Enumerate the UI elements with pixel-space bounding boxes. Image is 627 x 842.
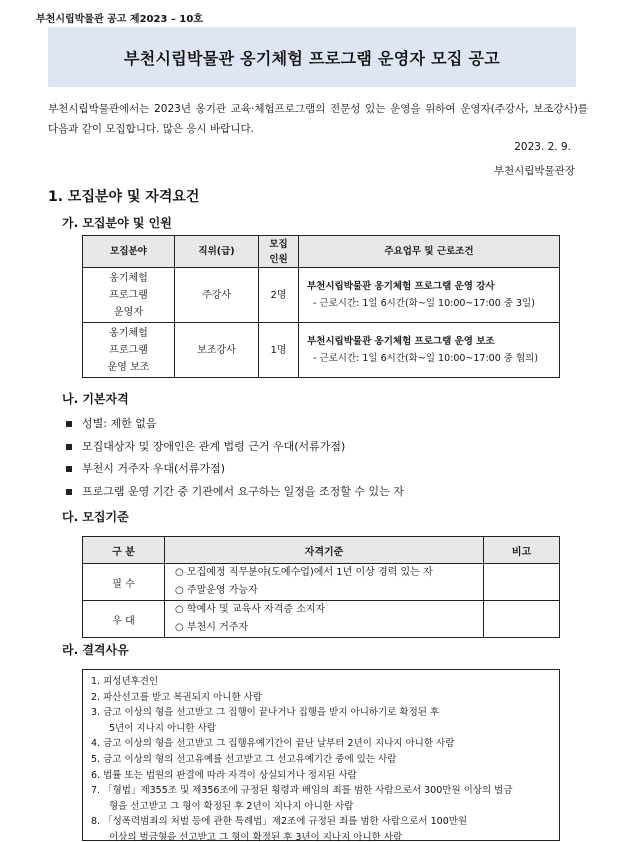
duty-main: 부천시립박물관 옹기체험 프로그램 운영 강사 bbox=[307, 281, 495, 292]
note-cell bbox=[484, 564, 560, 601]
table-header-cell: 비고 bbox=[484, 537, 560, 564]
count-cell: 2명 bbox=[259, 268, 299, 323]
disqualification-item: 5. 금고 이상의 형의 선고유예를 선고받고 그 선고유예기간 중에 있는 사람 bbox=[91, 753, 397, 765]
basic-qualification-list bbox=[62, 413, 404, 503]
notice-number: 부천시립박물관 공고 제2023 – 10호 bbox=[36, 14, 203, 25]
category-cell: 우 대 bbox=[83, 601, 165, 638]
page-title: 부천시립박물관 옹기체험 프로그램 운영자 모집 공고 bbox=[124, 48, 500, 68]
disqualification-item: 6. 법률 또는 법원의 판결에 따라 자격이 상실되거나 정지된 사람 bbox=[91, 769, 357, 781]
subsection-title-ga: 가. 모집분야 및 인원 bbox=[62, 216, 172, 230]
criteria-line: ○ 모집예정 직무분야(도예수업)에서 1년 이상 경력 있는 자 bbox=[175, 567, 433, 578]
disqualification-item: 1. 피성년후견인 bbox=[91, 676, 159, 687]
list-item: 모집대상자 및 장애인은 관계 법령 근거 우대(서류가점) bbox=[62, 436, 404, 459]
field-cell: 옹기체험 프로그램 운영자 bbox=[83, 268, 175, 323]
position-cell: 보조강사 bbox=[175, 323, 259, 378]
square-bullet-icon bbox=[66, 489, 72, 495]
disqualification-item: 7. 「형법」제355조 및 제356조에 규정된 횡령과 배임의 죄를 범한 사람으로서 300만원 이상의 벌금 bbox=[91, 785, 513, 797]
square-bullet-icon bbox=[66, 466, 72, 472]
table-header-cell: 자격기준 bbox=[165, 537, 484, 564]
duty-sub: - 근로시간: 1일 6시간(화~일 10:00~17:00 중 협의) bbox=[313, 353, 539, 364]
duty-main: 부천시립박물관 옹기체험 프로그램 운영 보조 bbox=[307, 336, 495, 347]
table-row bbox=[83, 268, 560, 323]
criteria-line: ○ 부천시 거주자 bbox=[175, 622, 249, 633]
duty-cell bbox=[299, 268, 560, 323]
recruitment-table bbox=[82, 235, 560, 378]
field-cell: 옹기체험 프로그램 운영 보조 bbox=[83, 323, 175, 378]
criteria-cell bbox=[165, 601, 484, 638]
table-header-row bbox=[83, 236, 560, 268]
disqualification-item: 이상의 벌금형을 선고받고 그 형이 확정된 후 3년이 지나지 아니한 사람 bbox=[109, 831, 403, 842]
note-cell bbox=[484, 601, 560, 638]
table-header-cell: 모집 인원 bbox=[259, 236, 299, 268]
intro-paragraph: 부천시립박물관에서는 2023년 옹기관 교육·체험프로그램의 전문성 있는 운영을 위하여 운영자(주강사, 보조강사)를 다음과 같이 모집합니다. 많은 응시 바랍니다. bbox=[48, 103, 588, 135]
disqualification-item: 형을 선고받고 그 형이 확정된 후 2년이 지나지 아니한 사람 bbox=[109, 800, 354, 812]
title-banner bbox=[48, 27, 576, 87]
disqualification-item: 5년이 지나지 아니한 사람 bbox=[109, 722, 216, 734]
disqualification-item: 3. 금고 이상의 형을 선고받고 그 집행이 끝나거나 집행을 받지 아니하기로 확정된 후 bbox=[91, 707, 440, 719]
count-cell: 1명 bbox=[259, 323, 299, 378]
subsection-title-da: 다. 모집기준 bbox=[62, 510, 129, 524]
issuer: 부천시립박물관장 bbox=[493, 165, 575, 177]
table-row bbox=[83, 564, 560, 601]
table-row bbox=[83, 323, 560, 378]
position-cell: 주강사 bbox=[175, 268, 259, 323]
category-cell: 필 수 bbox=[83, 564, 165, 601]
disqualification-box bbox=[82, 669, 560, 841]
criteria-table bbox=[82, 536, 560, 638]
list-item: 부천시 거주자 우대(서류가점) bbox=[62, 458, 404, 481]
duty-sub: - 근로시간: 1일 6시간(화~일 10:00~17:00 중 3일) bbox=[313, 298, 535, 309]
square-bullet-icon bbox=[66, 421, 72, 427]
square-bullet-icon bbox=[66, 444, 72, 450]
table-header-row bbox=[83, 537, 560, 564]
section-title: 1. 모집분야 및 자격요건 bbox=[48, 189, 200, 205]
criteria-line: ○ 학예사 및 교육사 자격증 소지자 bbox=[175, 604, 326, 615]
table-row bbox=[83, 601, 560, 638]
notice-date: 2023. 2. 9. bbox=[514, 141, 571, 153]
list-item: 성별: 제한 없음 bbox=[62, 413, 404, 436]
duty-cell bbox=[299, 323, 560, 378]
disqualification-item: 2. 파산선고를 받고 복권되지 아니한 사람 bbox=[91, 691, 262, 703]
table-header-cell: 구 분 bbox=[83, 537, 165, 564]
table-header-cell: 주요업무 및 근로조건 bbox=[299, 236, 560, 268]
disqualification-item: 4. 금고 이상의 형을 선고받고 그 집행유예기간이 끝난 날부터 2년이 지나지 아니한 사람 bbox=[91, 738, 455, 750]
subsection-title-ra: 라. 결격사유 bbox=[62, 643, 129, 657]
criteria-cell bbox=[165, 564, 484, 601]
subsection-title-na: 나. 기본자격 bbox=[62, 392, 129, 406]
table-header-cell: 직위(급) bbox=[175, 236, 259, 268]
table-header-cell: 모집분야 bbox=[83, 236, 175, 268]
criteria-line: ○ 주말운영 가능자 bbox=[175, 585, 258, 596]
disqualification-item: 8. 「성폭력범죄의 처벌 등에 관한 특례법」제2조에 규정된 죄를 범한 사람으로서 100만원 bbox=[91, 816, 468, 828]
list-item: 프로그램 운영 기간 중 기관에서 요구하는 일정을 조정할 수 있는 자 bbox=[62, 481, 404, 504]
